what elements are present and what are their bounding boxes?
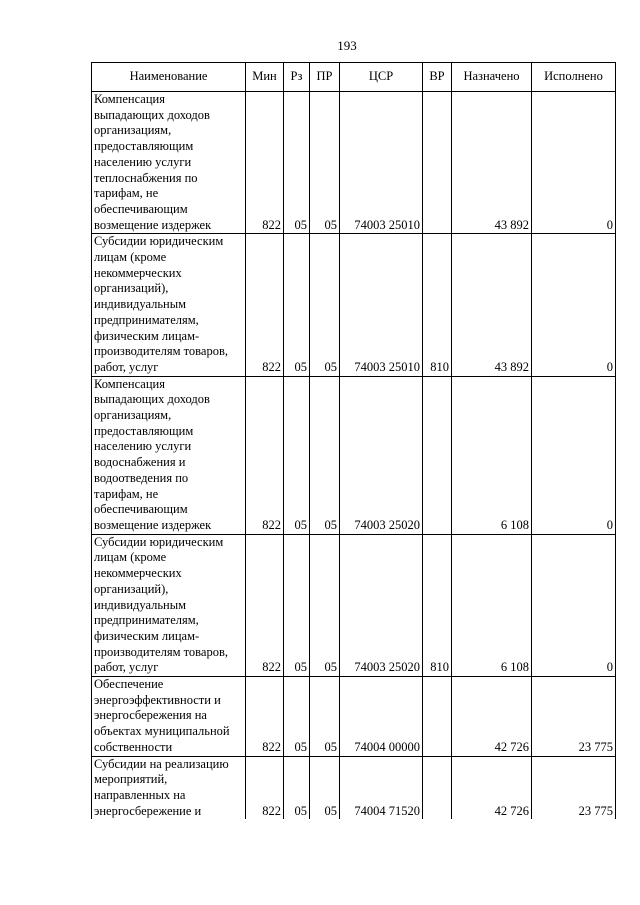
cell-assigned: 43 892: [452, 234, 532, 376]
cell-assigned: 43 892: [452, 92, 532, 234]
cell-pr: 05: [310, 234, 340, 376]
cell-assigned: 6 108: [452, 534, 532, 676]
table-row: [92, 376, 616, 534]
cell-csr: 74003 25010: [340, 234, 423, 376]
table-row: [92, 677, 616, 757]
cell-pr: 05: [310, 534, 340, 676]
cell-executed: 0: [532, 234, 616, 376]
cell-name: Субсидии на реализацию мероприятий, направленных на энергосбережение и: [92, 756, 246, 819]
cell-name: Обеспечение энергоэффективности и энергосбережения на объектах муниципальной собственности: [92, 677, 246, 757]
cell-vr: [423, 677, 452, 757]
cell-csr: 74003 25020: [340, 534, 423, 676]
cell-min: 822: [246, 756, 284, 819]
cell-csr: 74004 71520: [340, 756, 423, 819]
cell-assigned: 6 108: [452, 376, 532, 534]
cell-vr: 810: [423, 534, 452, 676]
cell-executed: 0: [532, 376, 616, 534]
cell-name: Компенсация выпадающих доходов организациям, предоставляющим населению услуги водоснабжения и водоотведения по тарифам, не обеспечивающим возмещение издержек: [92, 376, 246, 534]
header-pr: ПР: [310, 63, 340, 92]
cell-vr: [423, 756, 452, 819]
cell-assigned: 42 726: [452, 756, 532, 819]
cell-csr: 74003 25010: [340, 92, 423, 234]
cell-rz: 05: [284, 534, 310, 676]
cell-vr: [423, 376, 452, 534]
header-assigned: Назначено: [452, 63, 532, 92]
cell-vr: 810: [423, 234, 452, 376]
table-row: [92, 234, 616, 376]
header-rz: Рз: [284, 63, 310, 92]
table-row: [92, 756, 616, 819]
cell-pr: 05: [310, 677, 340, 757]
header-name: Наименование: [92, 63, 246, 92]
table-row: [92, 534, 616, 676]
cell-pr: 05: [310, 756, 340, 819]
cell-pr: 05: [310, 92, 340, 234]
cell-name: Субсидии юридическим лицам (кроме некоммерческих организаций), индивидуальным предпринимателям, физическим лицам- производителям товаров, работ, услуг: [92, 534, 246, 676]
cell-min: 822: [246, 376, 284, 534]
budget-table: [91, 62, 616, 819]
header-csr: ЦСР: [340, 63, 423, 92]
cell-min: 822: [246, 234, 284, 376]
cell-vr: [423, 92, 452, 234]
header-vr: ВР: [423, 63, 452, 92]
cell-name: Субсидии юридическим лицам (кроме некоммерческих организаций), индивидуальным предпринимателям, физическим лицам- производителям товаров, работ, услуг: [92, 234, 246, 376]
cell-min: 822: [246, 677, 284, 757]
cell-rz: 05: [284, 234, 310, 376]
header-executed: Исполнено: [532, 63, 616, 92]
cell-rz: 05: [284, 677, 310, 757]
cell-min: 822: [246, 92, 284, 234]
table-row: [92, 92, 616, 234]
cell-rz: 05: [284, 756, 310, 819]
cell-rz: 05: [284, 92, 310, 234]
table-header-row: [92, 63, 616, 92]
cell-executed: 23 775: [532, 756, 616, 819]
header-min: Мин: [246, 63, 284, 92]
cell-rz: 05: [284, 376, 310, 534]
cell-executed: 23 775: [532, 677, 616, 757]
cell-pr: 05: [310, 376, 340, 534]
cell-name: Компенсация выпадающих доходов организациям, предоставляющим населению услуги теплоснабжения по тарифам, не обеспечивающим возмещение издержек: [92, 92, 246, 234]
cell-executed: 0: [532, 92, 616, 234]
cell-executed: 0: [532, 534, 616, 676]
cell-csr: 74003 25020: [340, 376, 423, 534]
cell-csr: 74004 00000: [340, 677, 423, 757]
cell-assigned: 42 726: [452, 677, 532, 757]
cell-min: 822: [246, 534, 284, 676]
page-number: 193: [337, 38, 357, 53]
